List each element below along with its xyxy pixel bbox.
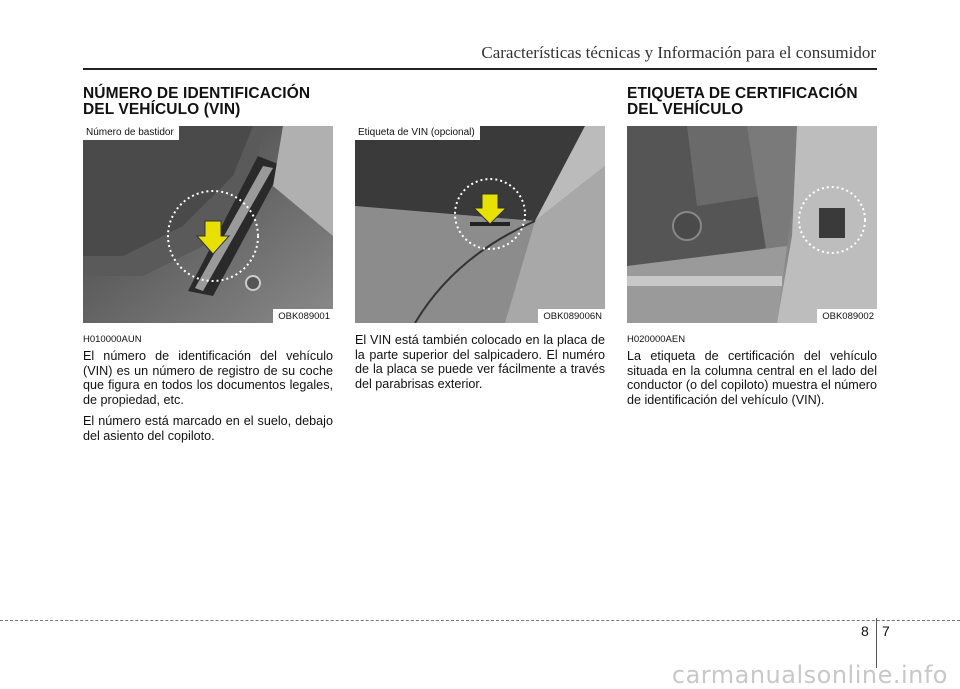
photo-code: OBK089001	[273, 309, 333, 323]
paragraph: El número de identificación del vehículo (VIN) es un número de registro de su coche que figura en todos los documentos legales, de propiedad, etc.	[83, 349, 333, 407]
photo-code: OBK089006N	[538, 309, 605, 323]
photo-label: Número de bastidor	[83, 126, 179, 140]
page-number: 7	[882, 623, 890, 639]
ref-code: H010000AUN	[83, 334, 142, 345]
section-title-line2: DEL VEHÍCULO	[627, 101, 744, 118]
photo-vin-floor	[83, 126, 333, 323]
section-title-line2: DEL VEHÍCULO (VIN)	[83, 101, 241, 118]
photo-vin-dashboard	[355, 126, 605, 323]
section-title-certification	[627, 86, 858, 118]
section-title-vin	[83, 86, 310, 118]
paragraph: La etiqueta de certificación del vehículo situada en la columna central en el lado del conductor (o del copiloto) muestra el número de identificación del vehículo (VIN).	[627, 349, 877, 407]
section-title-line1: NÚMERO DE IDENTIFICACIÓN	[83, 85, 311, 102]
section-title-line1: ETIQUETA DE CERTIFICACIÓN	[627, 85, 858, 102]
photo-vin-dashboard-image	[355, 126, 605, 323]
photo-vin-floor-image	[83, 126, 333, 323]
ref-code: H020000AEN	[627, 334, 686, 345]
paragraph: El VIN está también colocado en la placa de la parte superior del salpicadero. El numéro de la placa se puede ver fácilmente a través del parabrisas exterior.	[355, 333, 605, 391]
photo-code: OBK089002	[817, 309, 877, 323]
photo-label: Etiqueta de VIN (opcional)	[355, 126, 480, 140]
section-body-certification	[627, 349, 877, 414]
paragraph: El número está marcado en el suelo, debajo del asiento del copiloto.	[83, 414, 333, 443]
section-body-vin	[83, 349, 333, 451]
section-body-dashboard	[355, 333, 605, 398]
photo-certification-label	[627, 126, 877, 323]
section-number: 8	[861, 623, 869, 639]
photo-certification-image	[627, 126, 877, 323]
header-rule	[83, 68, 877, 70]
footer-rule	[0, 620, 960, 621]
watermark: carmanualsonline.info	[671, 661, 948, 689]
chapter-header-title: Características técnicas y Información para el consumidor	[481, 43, 876, 62]
